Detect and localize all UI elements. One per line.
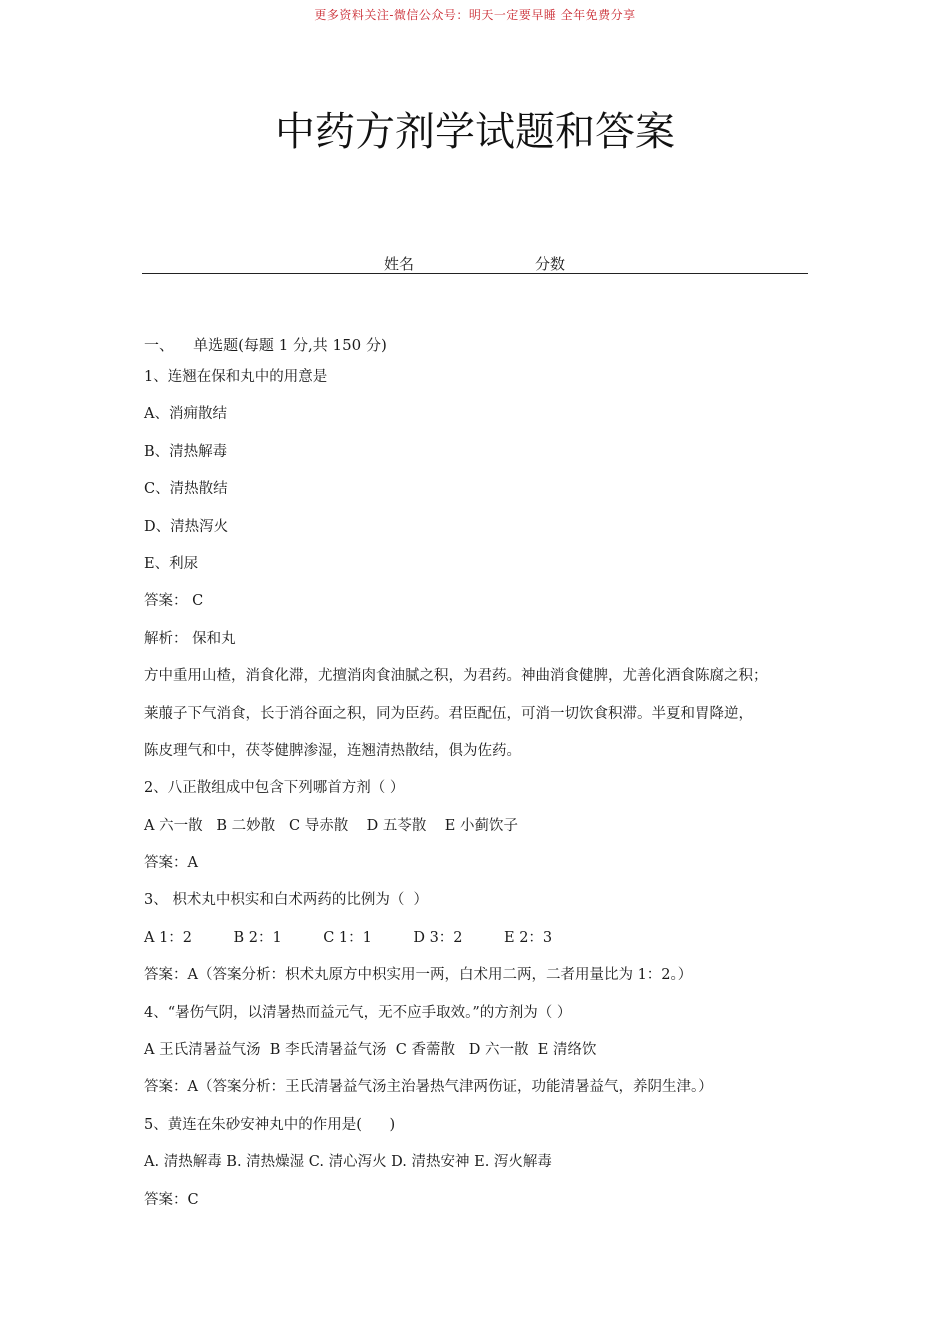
page-title: 中药方剂学试题和答案: [275, 109, 675, 155]
text-line: 莱菔子下气消食，长于消谷面之积，同为臣药。君臣配伍，可消一切饮食积滞。半夏和胃降逆，: [144, 705, 753, 722]
text-line: B、清热解毒: [144, 443, 228, 460]
text-line: 3、 枳术丸中枳实和白术两药的比例为（ ）: [144, 892, 429, 909]
text-line: E、利尿: [144, 555, 199, 572]
text-line: A、消痈散结: [144, 406, 227, 423]
text-line: 2、八正散组成中包含下列哪首方剂（ ）: [144, 780, 405, 797]
section-heading: 一、 单选题(每题 1 分,共 150 分): [144, 336, 387, 354]
text-line: D、清热泻火: [144, 518, 229, 535]
text-line: 解析： 保和丸: [144, 630, 236, 647]
text-line: A 六一散 B 二妙散 C 导赤散 D 五苓散 E 小蓟饮子: [144, 817, 519, 834]
text-line: 4、“暑伤气阴，以清暑热而益元气，无不应手取效。”的方剂为（ ）: [144, 1004, 572, 1021]
top-banner: 更多资料关注-微信公众号：明天一定要早睡 全年免费分享: [314, 8, 636, 22]
text-line: C、清热散结: [144, 481, 228, 498]
question-content: [144, 334, 810, 1226]
text-line: A. 清热解毒 B. 清热燥湿 C. 清心泻火 D. 清热安神 E. 泻火解毒: [144, 1154, 552, 1171]
text-line: A 王氏清暑益气汤 B 李氏清暑益气汤 C 香薷散 D 六一散 E 清络饮: [144, 1042, 597, 1059]
name-score-row: [142, 253, 808, 274]
name-label: 姓名: [384, 255, 415, 273]
text-line: 陈皮理气和中，茯苓健脾渗湿，连翘清热散结，俱为佐药。: [144, 742, 521, 759]
text-line: 5、黄连在朱砂安神丸中的作用是( ): [144, 1116, 396, 1133]
text-line: 答案： C: [144, 593, 204, 610]
text-line: 方中重用山楂，消食化滞，尤擅消肉食油腻之积，为君药。神曲消食健脾，尤善化酒食陈腐之积；: [144, 668, 768, 685]
text-line: 1、连翘在保和丸中的用意是: [144, 369, 328, 385]
text-line: 答案：A: [144, 855, 198, 872]
text-line: 答案：C: [144, 1191, 199, 1208]
text-line: 答案：A（答案分析：枳术丸原方中枳实用一两，白术用二两，二者用量比为 1：2。）: [144, 967, 693, 984]
text-line: A 1：2 B 2：1 C 1：1 D 3：2 E 2：3: [144, 929, 553, 946]
text-line: 答案：A（答案分析：王氏清暑益气汤主治暑热气津两伤证，功能清暑益气，养阴生津。）: [144, 1079, 713, 1096]
score-label: 分数: [535, 255, 566, 273]
